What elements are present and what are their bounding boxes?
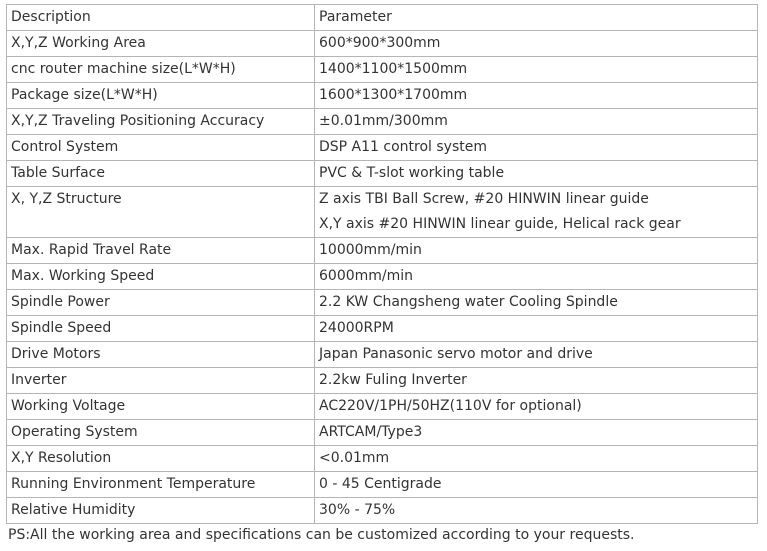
row-parameter bbox=[315, 498, 758, 524]
footnote: PS:All the working area and specifications can be customized according to your requests. bbox=[8, 527, 635, 543]
row-description: cnc router machine size(L*W*H) bbox=[7, 57, 315, 83]
row-description: Max. Rapid Travel Rate bbox=[7, 238, 315, 264]
row-parameter bbox=[315, 238, 758, 264]
row-parameter bbox=[315, 394, 758, 420]
header-parameter: Parameter bbox=[315, 5, 758, 31]
parameter-line: DSP A11 control system bbox=[319, 139, 487, 155]
parameter-line: 24000RPM bbox=[319, 320, 394, 336]
parameter-line: 1600*1300*1700mm bbox=[319, 87, 468, 103]
table-row bbox=[7, 420, 758, 446]
row-parameter bbox=[315, 135, 758, 161]
row-parameter bbox=[315, 31, 758, 57]
parameter-line: Z axis TBI Ball Screw, #20 HINWIN linear guide bbox=[319, 191, 649, 207]
parameter-line: AC220V/1PH/50HZ(110V for optional) bbox=[319, 398, 582, 414]
row-description: X,Y,Z Working Area bbox=[7, 31, 315, 57]
table-row bbox=[7, 109, 758, 135]
row-description: Inverter bbox=[7, 368, 315, 394]
row-description: Spindle Speed bbox=[7, 316, 315, 342]
table-row bbox=[7, 446, 758, 472]
row-parameter bbox=[315, 368, 758, 394]
row-parameter bbox=[315, 316, 758, 342]
table-row bbox=[7, 368, 758, 394]
row-description: X, Y,Z Structure bbox=[7, 187, 315, 238]
spec-table bbox=[6, 4, 758, 524]
table-row bbox=[7, 290, 758, 316]
parameter-line: 1400*1100*1500mm bbox=[319, 61, 468, 77]
row-parameter bbox=[315, 342, 758, 368]
row-description: X,Y Resolution bbox=[7, 446, 315, 472]
parameter-line: 10000mm/min bbox=[319, 242, 422, 258]
table-row bbox=[7, 187, 758, 238]
row-description: Relative Humidity bbox=[7, 498, 315, 524]
row-description: Package size(L*W*H) bbox=[7, 83, 315, 109]
row-parameter bbox=[315, 109, 758, 135]
row-parameter bbox=[315, 290, 758, 316]
row-description: Spindle Power bbox=[7, 290, 315, 316]
parameter-line: <0.01mm bbox=[319, 450, 390, 466]
parameter-line: 6000mm/min bbox=[319, 268, 414, 284]
parameter-line: PVC & T-slot working table bbox=[319, 165, 505, 181]
table-row bbox=[7, 57, 758, 83]
header-description: Description bbox=[7, 5, 315, 31]
row-description: Drive Motors bbox=[7, 342, 315, 368]
table-row bbox=[7, 394, 758, 420]
row-parameter bbox=[315, 57, 758, 83]
table-header-row bbox=[7, 5, 758, 31]
parameter-line: 2.2 KW Changsheng water Cooling Spindle bbox=[319, 294, 618, 310]
row-description: X,Y,Z Traveling Positioning Accuracy bbox=[7, 109, 315, 135]
row-parameter bbox=[315, 472, 758, 498]
row-description: Control System bbox=[7, 135, 315, 161]
row-description: Table Surface bbox=[7, 161, 315, 187]
parameter-line: 600*900*300mm bbox=[319, 35, 441, 51]
table-row bbox=[7, 498, 758, 524]
parameter-line: 2.2kw Fuling Inverter bbox=[319, 372, 467, 388]
table-row bbox=[7, 342, 758, 368]
table-row bbox=[7, 316, 758, 342]
parameter-line: 0 - 45 Centigrade bbox=[319, 476, 442, 492]
parameter-line: Japan Panasonic servo motor and drive bbox=[319, 346, 593, 362]
table-row bbox=[7, 472, 758, 498]
table-row bbox=[7, 83, 758, 109]
spec-table-body bbox=[7, 5, 758, 524]
table-row bbox=[7, 161, 758, 187]
parameter-line: ARTCAM/Type3 bbox=[319, 424, 423, 440]
row-parameter bbox=[315, 83, 758, 109]
table-row bbox=[7, 135, 758, 161]
row-parameter bbox=[315, 187, 758, 238]
row-description: Working Voltage bbox=[7, 394, 315, 420]
row-description: Running Environment Temperature bbox=[7, 472, 315, 498]
parameter-line: ±0.01mm/300mm bbox=[319, 113, 448, 129]
table-row bbox=[7, 238, 758, 264]
row-description: Max. Working Speed bbox=[7, 264, 315, 290]
table-row bbox=[7, 31, 758, 57]
parameter-line: X,Y axis #20 HINWIN linear guide, Helical rack gear bbox=[319, 216, 681, 232]
row-parameter bbox=[315, 420, 758, 446]
row-parameter bbox=[315, 446, 758, 472]
table-row bbox=[7, 264, 758, 290]
row-parameter bbox=[315, 264, 758, 290]
row-parameter bbox=[315, 161, 758, 187]
row-description: Operating System bbox=[7, 420, 315, 446]
parameter-line: 30% - 75% bbox=[319, 502, 396, 518]
